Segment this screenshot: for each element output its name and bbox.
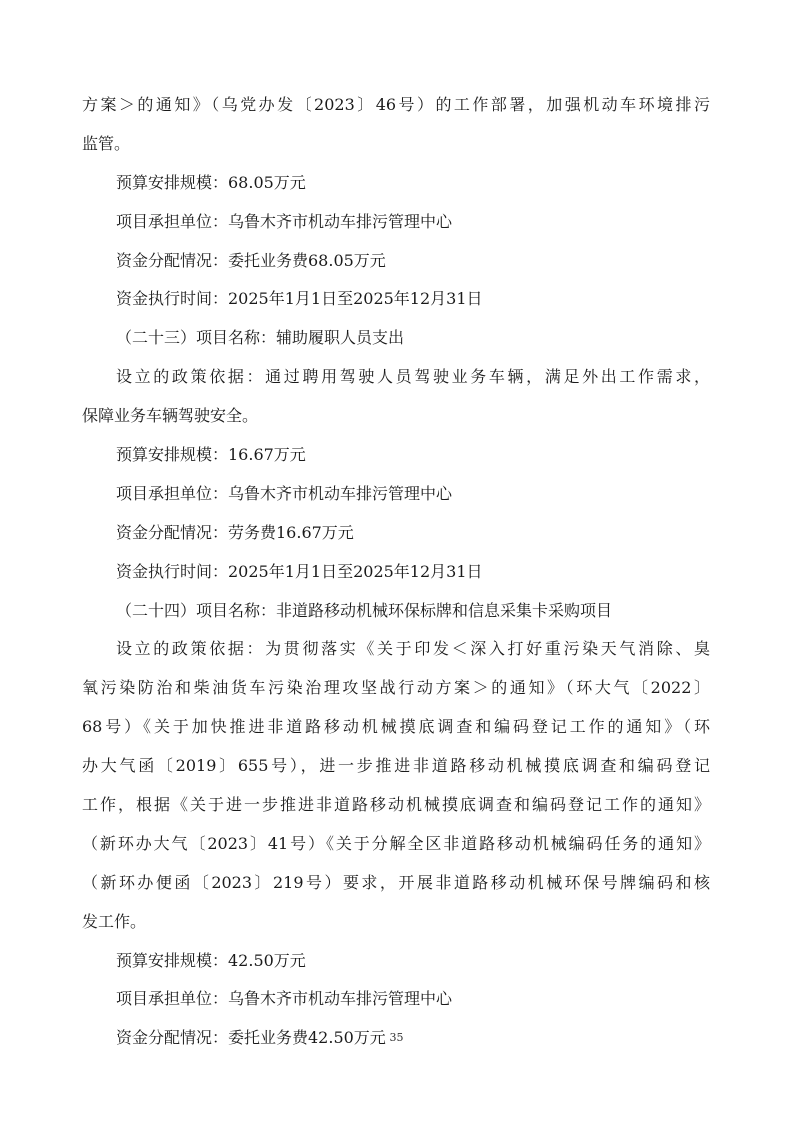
text-line: 工作，根据《关于进一步推进非道路移动机械摸底调查和编码登记工作的通知》 bbox=[82, 795, 710, 815]
document-body bbox=[82, 86, 710, 1058]
text-line: 监管。 bbox=[82, 133, 131, 153]
project-heading-23: （二十三）项目名称：辅助履职人员支出 bbox=[116, 328, 405, 348]
budget-scale-line: 预算安排规模：42.50万元 bbox=[116, 950, 306, 970]
text-line: （新环办便函〔2023〕219号）要求，开展非道路移动机械环保号牌编码和核 bbox=[82, 872, 710, 892]
text-line: 发工作。 bbox=[82, 911, 147, 931]
responsible-unit-line: 项目承担单位：乌鲁木齐市机动车排污管理中心 bbox=[116, 483, 453, 503]
fund-allocation-line: 资金分配情况：劳务费16.67万元 bbox=[116, 522, 354, 542]
text-line: 保障业务车辆驾驶安全。 bbox=[82, 406, 259, 426]
policy-basis-line: 设立的政策依据：为贯彻落实《关于印发＜深入打好重污染天气消除、臭 bbox=[116, 639, 710, 659]
text-line: 办大气函〔2019〕655号），进一步推进非道路移动机械摸底调查和编码登记 bbox=[82, 756, 710, 776]
page-number: 35 bbox=[389, 1031, 404, 1044]
fund-allocation-line: 资金分配情况：委托业务费68.05万元 bbox=[116, 250, 386, 270]
text-line: 68号）《关于加快推进非道路移动机械摸底调查和编码登记工作的通知》（环 bbox=[82, 717, 710, 737]
budget-scale-line: 预算安排规模：68.05万元 bbox=[116, 172, 306, 192]
execution-time-line: 资金执行时间：2025年1月1日至2025年12月31日 bbox=[116, 289, 483, 309]
project-heading-24: （二十四）项目名称：非道路移动机械环保标牌和信息采集卡采购项目 bbox=[116, 600, 613, 620]
execution-time-line: 资金执行时间：2025年1月1日至2025年12月31日 bbox=[116, 561, 483, 581]
text-line: 氧污染防治和柴油货车污染治理攻坚战行动方案＞的通知》（环大气〔2022〕 bbox=[82, 678, 710, 698]
budget-scale-line: 预算安排规模：16.67万元 bbox=[116, 445, 306, 465]
fund-allocation-line: 资金分配情况：委托业务费42.50万元 bbox=[116, 1028, 386, 1048]
text-line: （新环办大气〔2023〕41号）《关于分解全区非道路移动机械编码任务的通知》 bbox=[82, 833, 710, 853]
text-line: 方案＞的通知》（乌党办发〔2023〕46号）的工作部署，加强机动车环境排污 bbox=[82, 95, 710, 114]
responsible-unit-line: 项目承担单位：乌鲁木齐市机动车排污管理中心 bbox=[116, 989, 453, 1009]
policy-basis-line: 设立的政策依据：通过聘用驾驶人员驾驶业务车辆，满足外出工作需求， bbox=[116, 367, 710, 387]
responsible-unit-line: 项目承担单位：乌鲁木齐市机动车排污管理中心 bbox=[116, 211, 453, 231]
